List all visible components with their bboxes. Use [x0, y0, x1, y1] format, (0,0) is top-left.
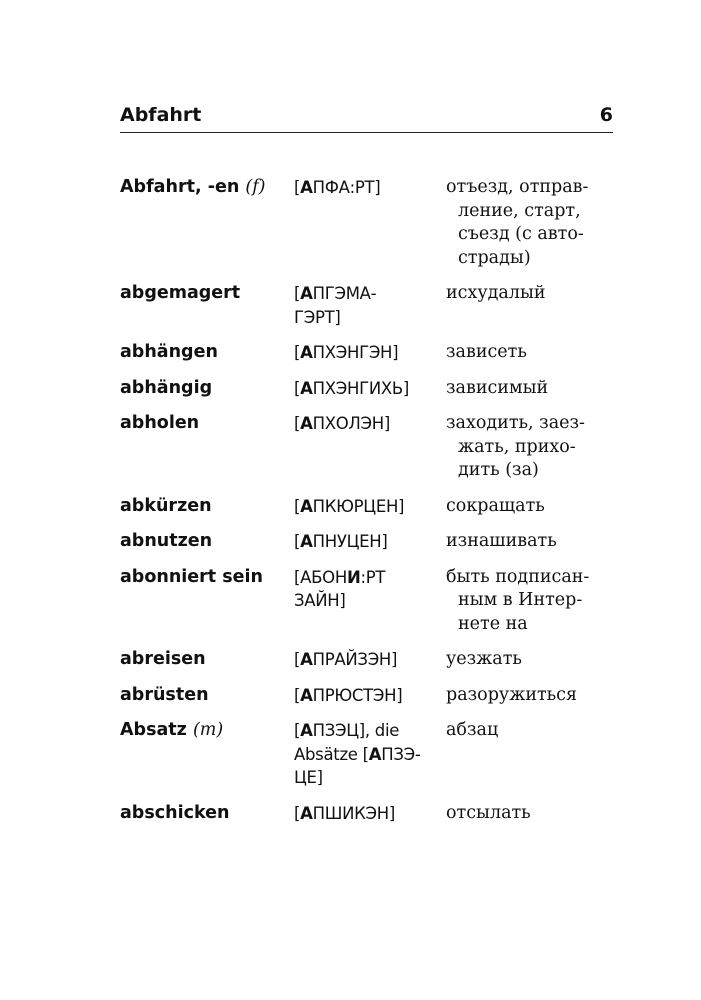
pronunciation-line — [294, 684, 446, 708]
pronunciation-segment: [ — [294, 414, 301, 433]
running-head: Abfahrt — [120, 104, 202, 126]
headword — [120, 412, 294, 483]
pronunciation-segment: ГЭРТ] — [294, 307, 341, 327]
headword — [120, 719, 294, 790]
pronunciation-line — [294, 282, 446, 306]
dictionary-entry — [120, 530, 613, 554]
translation-line: сокращать — [446, 495, 545, 516]
stressed-syllable: А — [300, 378, 313, 398]
headword — [120, 648, 294, 672]
pronunciation-segment: ПХЭНГЭН] — [312, 343, 399, 362]
headword-text: abkürzen — [120, 495, 212, 516]
stressed-syllable: А — [300, 803, 313, 823]
translation-line: съезд (с авто- — [458, 224, 584, 244]
headword-text: abrüsten — [120, 684, 209, 705]
stressed-syllable: А — [368, 744, 382, 764]
headword-text: abhängig — [120, 377, 213, 398]
translation — [446, 282, 613, 329]
pronunciation-segment: [ — [294, 721, 301, 740]
translation — [446, 176, 613, 270]
page-header — [120, 104, 613, 133]
pronunciation-line — [294, 743, 446, 767]
dictionary-entry — [120, 648, 613, 672]
pronunciation-line — [294, 412, 446, 436]
translation-line: ление, старт, — [458, 200, 581, 221]
headword-text: abreisen — [120, 649, 206, 669]
headword-text: abholen — [120, 413, 200, 433]
pronunciation — [294, 495, 446, 519]
dictionary-entry — [120, 412, 613, 483]
pronunciation-line — [294, 648, 446, 672]
pronunciation-segment: ЗАЙН] — [294, 591, 346, 610]
dictionary-entry — [120, 341, 613, 365]
headword — [120, 802, 294, 826]
pronunciation — [294, 648, 446, 672]
pronunciation-segment: ПГЭМА- — [312, 284, 377, 303]
stressed-syllable: А — [300, 650, 313, 669]
translation-line: жать, прихо- — [458, 436, 576, 457]
pronunciation-segment: ПРАЙЗЭН] — [312, 650, 398, 669]
headword — [120, 176, 294, 270]
pronunciation-line — [294, 589, 446, 613]
dictionary-entry — [120, 566, 613, 637]
pronunciation-segment: Absätze [ — [294, 744, 369, 764]
headword-text: Abfahrt, -en — [120, 177, 240, 197]
pronunciation-segment: ПНУЦЕН] — [312, 532, 388, 551]
translation — [446, 648, 613, 672]
pronunciation — [294, 802, 446, 826]
pronunciation-segment: [ — [294, 803, 301, 823]
translation-line: страды) — [458, 247, 531, 268]
pronunciation — [294, 566, 446, 637]
headword-text: abhängen — [120, 342, 218, 362]
headword — [120, 530, 294, 554]
pronunciation-line — [294, 306, 446, 330]
translation — [446, 684, 613, 708]
pronunciation-segment: [АБОН — [294, 567, 347, 587]
pronunciation — [294, 530, 446, 554]
pronunciation-segment: ПЗЭЦ], die — [312, 721, 400, 740]
translation-line: отсылать — [446, 802, 531, 823]
pronunciation-line — [294, 341, 446, 365]
pronunciation-line — [294, 766, 446, 790]
pronunciation — [294, 176, 446, 270]
pronunciation-segment: [ — [294, 532, 301, 551]
translation-line: исхудалый — [446, 283, 546, 303]
translation-line: абзац — [446, 720, 499, 740]
translation-line: быть подписан- — [446, 566, 590, 587]
headword-text: abnutzen — [120, 531, 213, 551]
translation — [446, 719, 613, 790]
dictionary-entry — [120, 282, 613, 329]
stressed-syllable: А — [300, 284, 313, 303]
dictionary-entry — [120, 684, 613, 708]
translation-line: разоружиться — [446, 684, 578, 705]
translation-line: зависеть — [446, 342, 527, 362]
dictionary-entry — [120, 495, 613, 519]
translation-line: ным в Интер- — [458, 590, 583, 610]
dictionary-entry — [120, 176, 613, 270]
stressed-syllable: А — [300, 496, 313, 516]
pronunciation-line — [294, 530, 446, 554]
pronunciation — [294, 719, 446, 790]
pronunciation-segment: ПШИКЭН] — [312, 803, 395, 823]
pronunciation-line — [294, 176, 446, 200]
pronunciation-segment: [ — [294, 178, 301, 197]
page-number: 6 — [599, 104, 613, 126]
stressed-syllable: А — [300, 178, 313, 197]
headword-text: abschicken — [120, 802, 230, 823]
translation-line: дить (за) — [458, 460, 539, 480]
stressed-syllable: И — [346, 567, 361, 587]
translation — [446, 377, 613, 401]
headword — [120, 566, 294, 637]
pronunciation-segment: ПРЮСТЭН] — [312, 685, 403, 705]
pronunciation-segment: ПЗЭ- — [381, 744, 421, 764]
headword-text: Absatz — [120, 720, 187, 740]
translation-line: нете на — [458, 613, 528, 634]
headword — [120, 377, 294, 401]
dictionary-entry — [120, 802, 613, 826]
gender-marker: (f) — [245, 177, 266, 197]
stressed-syllable: А — [300, 721, 313, 740]
pronunciation-segment: [ — [294, 650, 301, 669]
pronunciation-segment: [ — [294, 496, 301, 516]
pronunciation-segment: ПКЮРЦЕН] — [312, 496, 405, 516]
translation — [446, 802, 613, 826]
pronunciation-segment: :РТ — [360, 567, 386, 587]
pronunciation-line — [294, 719, 446, 743]
pronunciation-segment: ПФА:РТ] — [312, 178, 381, 197]
pronunciation-segment: ЦЕ] — [294, 768, 323, 787]
stressed-syllable: А — [300, 414, 313, 433]
pronunciation — [294, 684, 446, 708]
headword — [120, 495, 294, 519]
headword-text: abonniert sein — [120, 566, 263, 587]
pronunciation — [294, 412, 446, 483]
translation-line: уезжать — [446, 649, 522, 669]
pronunciation-segment: [ — [294, 284, 301, 303]
entry-list — [120, 176, 613, 837]
translation — [446, 341, 613, 365]
translation — [446, 530, 613, 554]
pronunciation-line — [294, 377, 446, 401]
headword — [120, 341, 294, 365]
pronunciation-segment: ПХОЛЭН] — [312, 414, 390, 433]
translation-line: заходить, заез- — [446, 413, 585, 433]
dictionary-entry — [120, 377, 613, 401]
translation — [446, 495, 613, 519]
headword — [120, 282, 294, 329]
translation — [446, 412, 613, 483]
pronunciation-segment: [ — [294, 685, 301, 705]
dictionary-entry — [120, 719, 613, 790]
pronunciation-line — [294, 495, 446, 519]
pronunciation — [294, 341, 446, 365]
translation — [446, 566, 613, 637]
pronunciation-segment: [ — [294, 378, 301, 398]
pronunciation-segment: [ — [294, 343, 301, 362]
translation-line: отъезд, отправ- — [446, 177, 589, 197]
pronunciation-line — [294, 566, 446, 590]
pronunciation-line — [294, 802, 446, 826]
stressed-syllable: А — [300, 685, 313, 705]
stressed-syllable: А — [300, 532, 313, 551]
translation-line: изнашивать — [446, 531, 557, 551]
pronunciation-segment: ПХЭНГИХЬ] — [312, 378, 410, 398]
pronunciation — [294, 282, 446, 329]
stressed-syllable: А — [300, 343, 313, 362]
headword-text: abgemagert — [120, 283, 241, 303]
gender-marker: (m) — [192, 720, 224, 740]
translation-line: зависимый — [446, 377, 549, 398]
headword — [120, 684, 294, 708]
pronunciation — [294, 377, 446, 401]
